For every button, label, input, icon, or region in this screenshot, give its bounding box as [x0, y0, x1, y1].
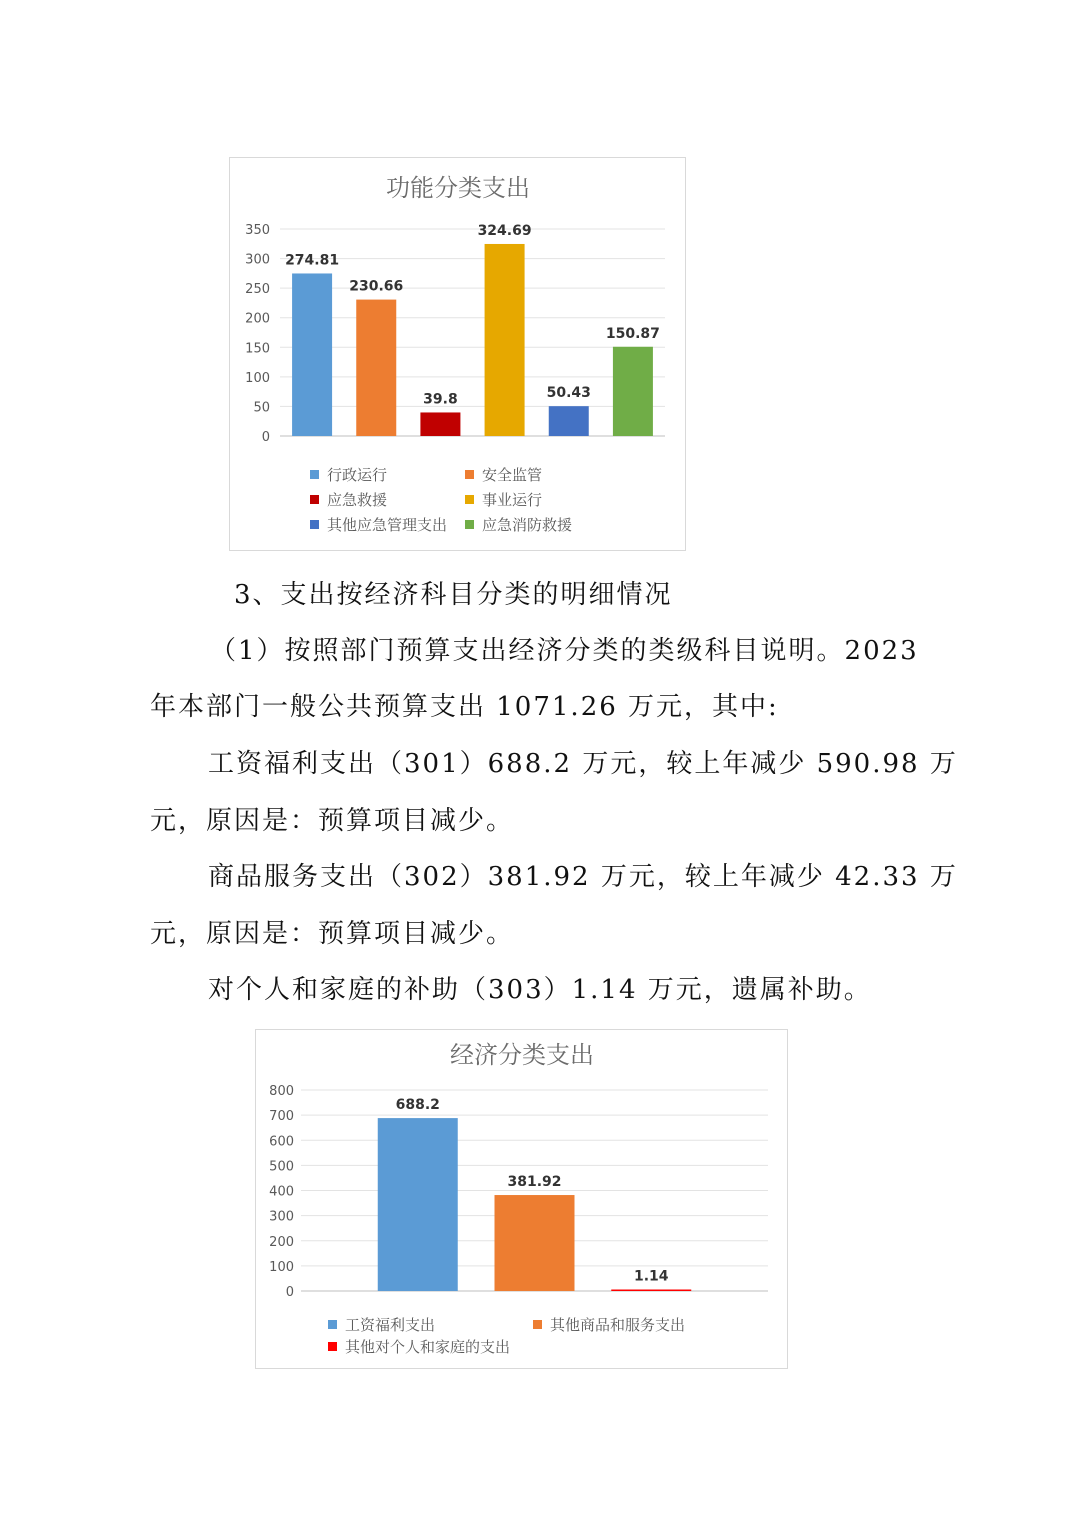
- legend-item-3: [328, 1336, 510, 1357]
- bar-3: [611, 1290, 691, 1292]
- bar-1: [292, 273, 332, 436]
- data-label-3: 39.8: [423, 391, 458, 408]
- economic-chart: [255, 1029, 788, 1369]
- legend-swatch: [310, 520, 319, 529]
- data-label-2: 230.66: [349, 278, 404, 295]
- legend-swatch: [328, 1320, 337, 1329]
- legend-item-4: [465, 489, 542, 510]
- bar-3: [420, 412, 460, 436]
- legend-label: 应急救援: [327, 491, 388, 509]
- legend-label: 工资福利支出: [345, 1316, 436, 1334]
- y-tick-label: 150: [245, 341, 270, 357]
- legend-swatch: [328, 1342, 337, 1351]
- chart-title: 功能分类支出: [386, 174, 530, 202]
- legend-swatch: [310, 495, 319, 504]
- paragraph-1-line-1: （1）按照部门预算支出经济分类的类级科目说明。2023: [210, 636, 919, 666]
- y-tick-label: 100: [245, 370, 270, 386]
- legend-item-3: [310, 489, 387, 510]
- section-heading: 3、支出按经济科目分类的明细情况: [234, 580, 673, 610]
- paragraph-2-line-2: 元，原因是：预算项目减少。: [150, 806, 515, 836]
- bar-5: [549, 406, 589, 436]
- paragraph-2-line-1: 工资福利支出（301）688.2 万元，较上年减少 590.98 万: [208, 749, 958, 779]
- legend-item-1: [328, 1314, 435, 1335]
- legend-item-2: [533, 1314, 685, 1335]
- y-tick-label: 400: [269, 1184, 294, 1200]
- bar-2: [495, 1195, 575, 1291]
- legend-item-6: [465, 514, 572, 535]
- legend-label: 行政运行: [327, 466, 388, 484]
- bar-1: [378, 1118, 458, 1291]
- data-label-3: 1.14: [633, 1268, 669, 1285]
- function-chart: [229, 157, 686, 551]
- data-label-1: 274.81: [285, 252, 340, 269]
- legend-swatch: [465, 495, 474, 504]
- y-tick-label: 350: [245, 223, 270, 238]
- data-label-2: 381.92: [507, 1174, 562, 1191]
- data-label-1: 688.2: [395, 1097, 440, 1114]
- y-tick-label: 600: [269, 1134, 294, 1150]
- paragraph-3-line-1: 商品服务支出（302）381.92 万元，较上年减少 42.33 万: [208, 862, 958, 892]
- legend-item-2: [465, 464, 542, 485]
- legend-swatch: [465, 520, 474, 529]
- legend-label: 其他对个人和家庭的支出: [345, 1338, 511, 1356]
- paragraph-3-line-2: 元，原因是：预算项目减少。: [150, 919, 515, 949]
- y-tick-label: 500: [269, 1159, 294, 1175]
- legend-label: 其他商品和服务支出: [550, 1316, 686, 1334]
- bar-2: [356, 300, 396, 436]
- legend-label: 其他应急管理支出: [327, 516, 448, 534]
- y-tick-label: 0: [261, 430, 270, 445]
- y-tick-label: 250: [245, 282, 270, 298]
- bar-4: [485, 244, 525, 436]
- y-tick-label: 700: [269, 1109, 294, 1125]
- y-tick-label: 300: [245, 252, 270, 268]
- chart-title: 经济分类支出: [450, 1041, 594, 1069]
- legend-item-1: [310, 464, 387, 485]
- data-label-5: 50.43: [546, 385, 591, 402]
- legend-swatch: [533, 1320, 542, 1329]
- legend-label: 事业运行: [482, 491, 543, 509]
- function-chart-svg: [230, 158, 687, 552]
- y-tick-label: 800: [269, 1084, 294, 1099]
- legend-item-5: [310, 514, 447, 535]
- paragraph-1-line-2: 年本部门一般公共预算支出 1071.26 万元，其中:: [150, 692, 779, 722]
- data-label-6: 150.87: [605, 325, 660, 342]
- y-tick-label: 200: [269, 1234, 294, 1250]
- paragraph-4-line-1: 对个人和家庭的补助（303）1.14 万元，遗属补助。: [208, 975, 872, 1005]
- legend-label: 应急消防救援: [482, 516, 573, 534]
- y-tick-label: 100: [269, 1259, 294, 1275]
- legend-label: 安全监管: [482, 466, 543, 484]
- legend-swatch: [310, 470, 319, 479]
- y-tick-label: 0: [285, 1285, 294, 1300]
- legend-swatch: [465, 470, 474, 479]
- bar-6: [613, 347, 653, 436]
- y-tick-label: 50: [253, 400, 270, 416]
- y-tick-label: 200: [245, 311, 270, 327]
- y-tick-label: 300: [269, 1209, 294, 1225]
- data-label-4: 324.69: [477, 222, 532, 239]
